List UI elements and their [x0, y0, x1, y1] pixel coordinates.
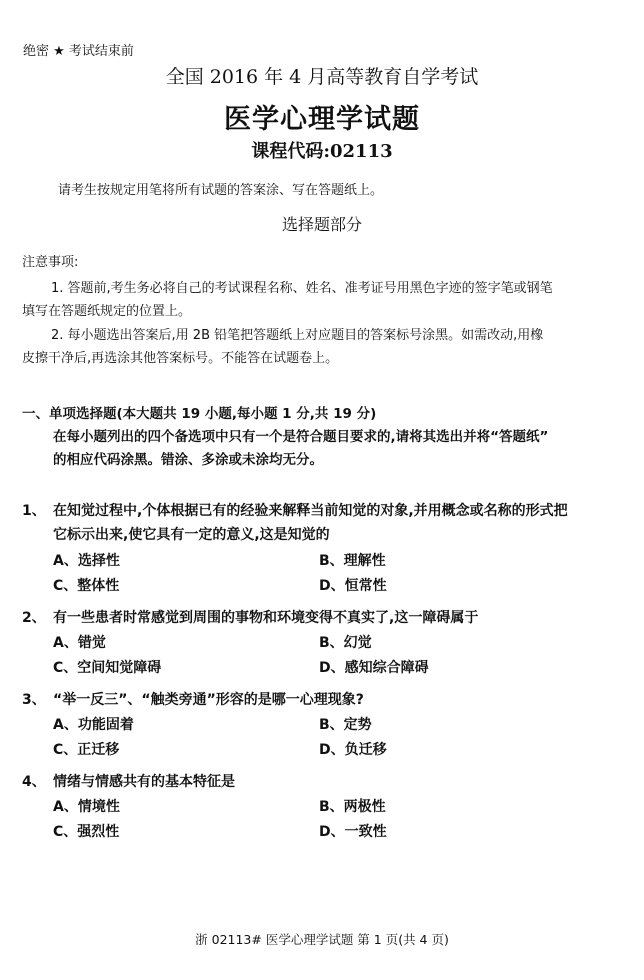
section-title: 选择题部分: [281, 215, 362, 234]
option-c[interactable]: C、整体性: [53, 578, 120, 594]
question-number: 1、: [22, 503, 46, 519]
option-a[interactable]: A、情境性: [53, 799, 120, 815]
notes-heading: 注意事项:: [22, 255, 79, 270]
question-text: 它标示出来,使它具有一定的意义,这是知觉的: [53, 527, 330, 543]
note-line: 1. 答题前,考生务必将自己的考试课程名称、姓名、准考证号用黑色字迹的签字笔或钢笔: [51, 281, 553, 296]
option-b[interactable]: B、理解性: [319, 553, 386, 569]
confidential-label: 绝密 ★ 考试结束前: [23, 44, 134, 59]
option-c[interactable]: C、强烈性: [53, 824, 120, 840]
exam-title: 医学心理学试题: [224, 104, 420, 135]
question-text: 有一些患者时常感觉到周围的事物和环境变得不真实了,这一障碍属于: [53, 610, 479, 626]
question-text: “举一反三”、“触类旁通”形容的是哪一心理现象?: [53, 692, 364, 708]
option-a[interactable]: A、选择性: [53, 553, 120, 569]
option-b[interactable]: B、定势: [319, 717, 372, 733]
option-d[interactable]: D、一致性: [319, 824, 387, 840]
option-a[interactable]: A、错觉: [53, 635, 106, 651]
part-one-description: 的相应代码涂黑。错涂、多涂或未涂均无分。: [53, 452, 323, 468]
part-one-heading: 一、单项选择题(本大题共 19 小题,每小题 1 分,共 19 分): [22, 406, 377, 422]
page-footer: 浙 02113# 医学心理学试题 第 1 页(共 4 页): [195, 932, 449, 947]
exam-session-line: 全国 2016 年 4 月高等教育自学考试: [165, 66, 479, 88]
general-instruction: 请考生按规定用笔将所有试题的答案涂、写在答题纸上。: [58, 183, 384, 198]
note-line: 填写在答题纸规定的位置上。: [22, 304, 192, 319]
option-a[interactable]: A、功能固着: [53, 717, 134, 733]
option-b[interactable]: B、幻觉: [319, 635, 372, 651]
option-c[interactable]: C、空间知觉障碍: [53, 660, 162, 676]
part-one-description: 在每小题列出的四个备选项中只有一个是符合题目要求的,请将其选出并将“答题纸”: [53, 429, 549, 445]
option-b[interactable]: B、两极性: [319, 799, 386, 815]
question-text: 情绪与情感共有的基本特征是: [53, 774, 235, 790]
question-number: 3、: [22, 692, 46, 708]
question-number: 2、: [22, 610, 46, 626]
option-d[interactable]: D、感知综合障碍: [319, 660, 429, 676]
option-d[interactable]: D、负迁移: [319, 742, 387, 758]
note-line: 2. 每小题选出答案后,用 2B 铅笔把答题纸上对应题目的答案标号涂黑。如需改动,用橡: [51, 328, 544, 343]
note-line: 皮擦干净后,再选涂其他答案标号。不能答在试题卷上。: [22, 351, 339, 366]
option-d[interactable]: D、恒常性: [319, 578, 387, 594]
course-code: 课程代码:02113: [251, 141, 393, 162]
option-c[interactable]: C、正迁移: [53, 742, 120, 758]
question-text: 在知觉过程中,个体根据已有的经验来解释当前知觉的对象,并用概念或名称的形式把: [53, 503, 568, 519]
question-number: 4、: [22, 774, 46, 790]
